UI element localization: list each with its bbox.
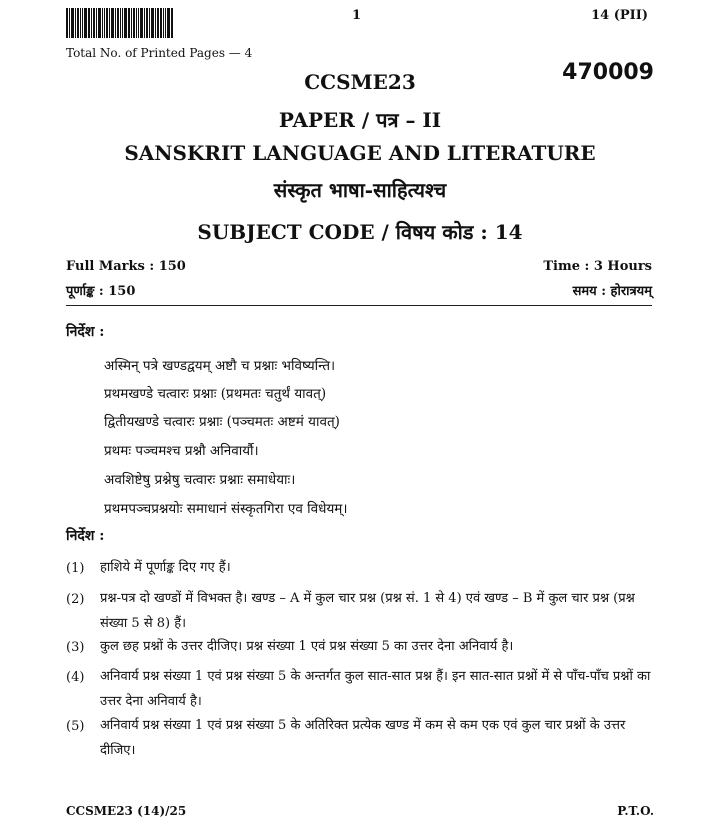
sanskrit-line: प्रथमखण्डे चत्वारः प्रश्नाः (प्रथमतः चतुर्थं यावत्) — [104, 386, 327, 402]
full-marks-hindi: पूर्णाङ्क : 150 — [66, 284, 136, 299]
instructions-sanskrit-heading: निर्देश : — [66, 324, 105, 340]
instruction-text: कुल छह प्रश्नों के उत्तर दीजिए। प्रश्न संख्या 1 एवं प्रश्न संख्या 5 का उत्तर देना अनिवार्य है। — [100, 639, 514, 654]
sanskrit-line: प्रथमपञ्चप्रश्नयोः समाधानं संस्कृतगिरा एव विधेयम्। — [104, 501, 348, 517]
printed-pages: Total No. of Printed Pages — 4 — [66, 46, 253, 60]
instruction-text: अनिवार्य प्रश्न संख्या 1 एवं प्रश्न संख्या 5 के अन्तर्गत कुल सात-सात प्रश्न हैं। इन सात-सात प्रश्नों में से पाँच-पाँच प्रश्नों का उत्तर देना अनिवार्य है। — [100, 669, 651, 709]
sanskrit-line: द्वितीयखण्डे चत्वारः प्रश्नाः (पञ्चमतः अष्टमं यावत्) — [104, 414, 340, 430]
sanskrit-line: प्रथमः पञ्चमश्च प्रश्नौ अनिवार्यौ। — [104, 443, 259, 459]
instruction-number: (1) — [66, 561, 85, 576]
instruction-text: हाशिये में पूर्णाङ्क दिए गए हैं। — [100, 560, 231, 575]
subject-sanskrit: संस्कृत भाषा-साहित्यश्च — [273, 178, 447, 202]
paper-title: PAPER / पत्र – II — [278, 108, 442, 132]
instruction-text: अनिवार्य प्रश्न संख्या 1 एवं प्रश्न संख्या 5 के अतिरिक्त प्रत्येक खण्ड में कम से कम एक एवं कुल चार प्रश्नों के उत्तर दीजिए। — [100, 718, 626, 758]
page-number: 1 — [352, 8, 362, 23]
instruction-text: प्रश्न-पत्र दो खण्डों में विभक्त है। खण्ड – A में कुल चार प्रश्न (प्रश्न सं. 1 से 4) एवं खण्ड – B में कुल चार प्रश्न (प्रश्न संख्या 5 से 8) हैं। — [100, 591, 635, 631]
instruction-number: (2) — [66, 592, 85, 607]
time-hindi: समय : होरात्रयम् — [572, 284, 652, 299]
instruction-number: (3) — [66, 640, 85, 655]
sanskrit-line: अवशिष्टेषु प्रश्नेषु चत्वारः प्रश्नाः समाधेयाः। — [104, 472, 296, 488]
instruction-number: (4) — [66, 670, 85, 685]
serial-number: 470009 — [562, 60, 654, 85]
instructions-hindi-heading: निर्देश : — [66, 528, 105, 544]
paper-code: 14 (PII) — [591, 8, 648, 23]
subject-code: SUBJECT CODE / विषय कोड : 14 — [197, 220, 523, 244]
footer-code: CCSME23 (14)/25 — [66, 804, 187, 818]
instruction-number: (5) — [66, 719, 85, 734]
pto-label: P.T.O. — [617, 804, 654, 818]
divider — [66, 305, 652, 306]
barcode — [66, 8, 206, 38]
sanskrit-line: अस्मिन् पत्रे खण्डद्वयम् अष्टौ च प्रश्नाः भविष्यन्ति। — [104, 358, 336, 374]
full-marks: Full Marks : 150 — [66, 259, 186, 274]
exam-code: CCSME23 — [304, 70, 416, 94]
subject-english: SANSKRIT LANGUAGE AND LITERATURE — [124, 141, 596, 165]
time: Time : 3 Hours — [543, 259, 652, 274]
